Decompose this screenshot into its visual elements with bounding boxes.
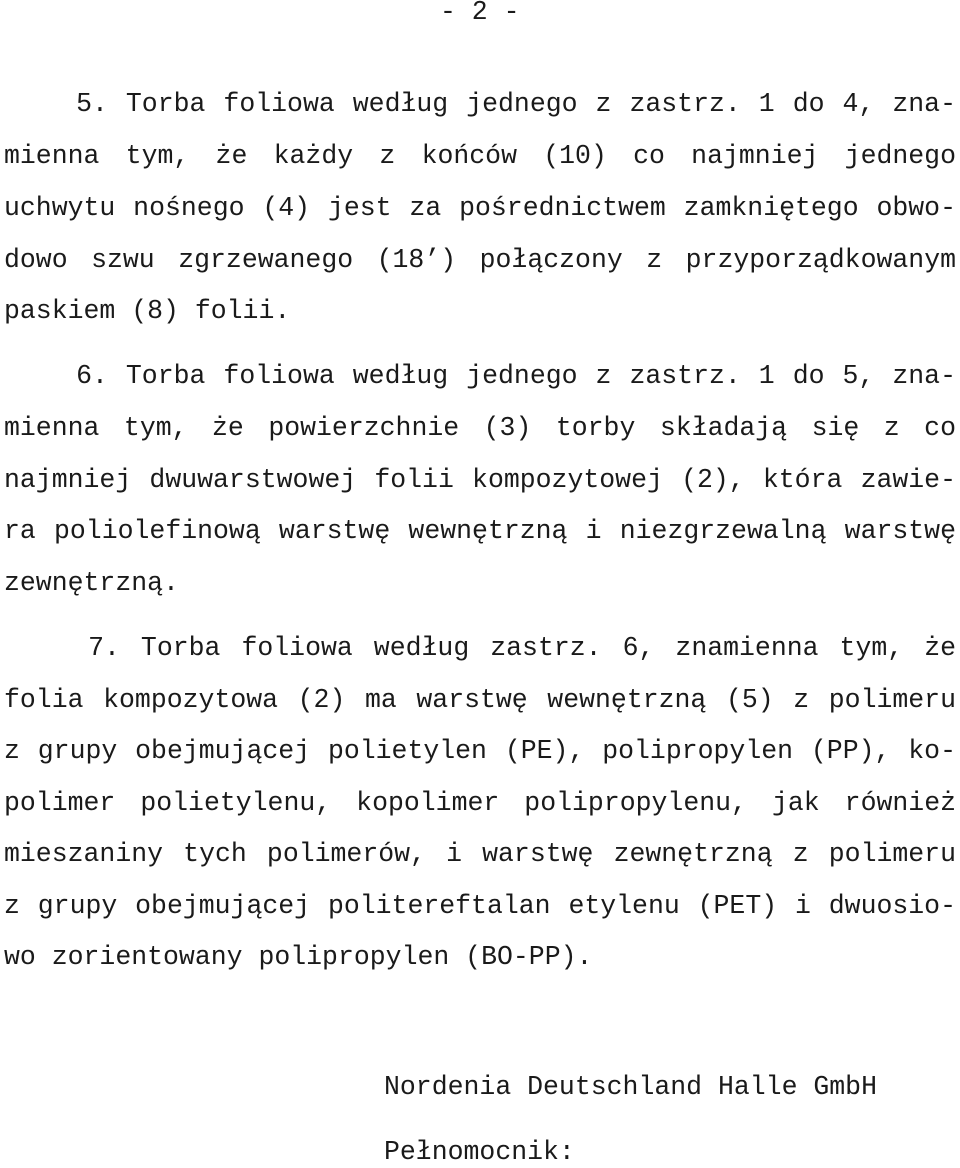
claim-line: uchwytu nośnego (4) jest za pośrednictwem zamkniętego obwo- (4, 193, 956, 223)
claim-line: polimer polietylenu, kopolimer polipropylenu, jak również (4, 788, 956, 818)
claim-line: mienna tym, że powierzchnie (3) torby składają się z co (4, 413, 956, 443)
claim-line: ra poliolefinową warstwę wewnętrzną i niezgrzewalną warstwę (4, 516, 956, 546)
claim-line: z grupy obejmującej polietylen (PE), polipropylen (PP), ko- (4, 736, 956, 766)
claim-line: z grupy obejmującej politereftalan etylenu (PET) i dwuosio- (4, 891, 956, 921)
claim-line: najmniej dwuwarstwowej folii kompozytowej (2), która zawie- (4, 465, 956, 495)
claim-line: dowo szwu zgrzewanego (18’) połączony z przyporządkowanym (4, 245, 956, 275)
claim-line: paskiem (8) folii. (4, 296, 291, 326)
claim-line: mienna tym, że każdy z końców (10) co najmniej jednego (4, 141, 956, 171)
claim-line: mieszaniny tych polimerów, i warstwę zewnętrzną z polimeru (4, 839, 956, 869)
claim-line: folia kompozytowa (2) ma warstwę wewnętrzną (5) z polimeru (4, 685, 956, 715)
signature-company: Nordenia Deutschland Halle GmbH (384, 1072, 877, 1102)
claim-line: zewnętrzną. (4, 568, 179, 598)
claim-line: 6. Torba foliowa według jednego z zastrz. 1 do 5, zna- (4, 361, 956, 391)
page-number: - 2 - (440, 0, 520, 27)
claim-line: 7. Torba foliowa według zastrz. 6, znamienna tym, że (4, 633, 956, 663)
signature-role: Pełnomocnik: (384, 1137, 575, 1167)
claim-line: 5. Torba foliowa według jednego z zastrz. 1 do 4, zna- (4, 89, 956, 119)
claim-line: wo zorientowany polipropylen (BO-PP). (4, 942, 593, 972)
